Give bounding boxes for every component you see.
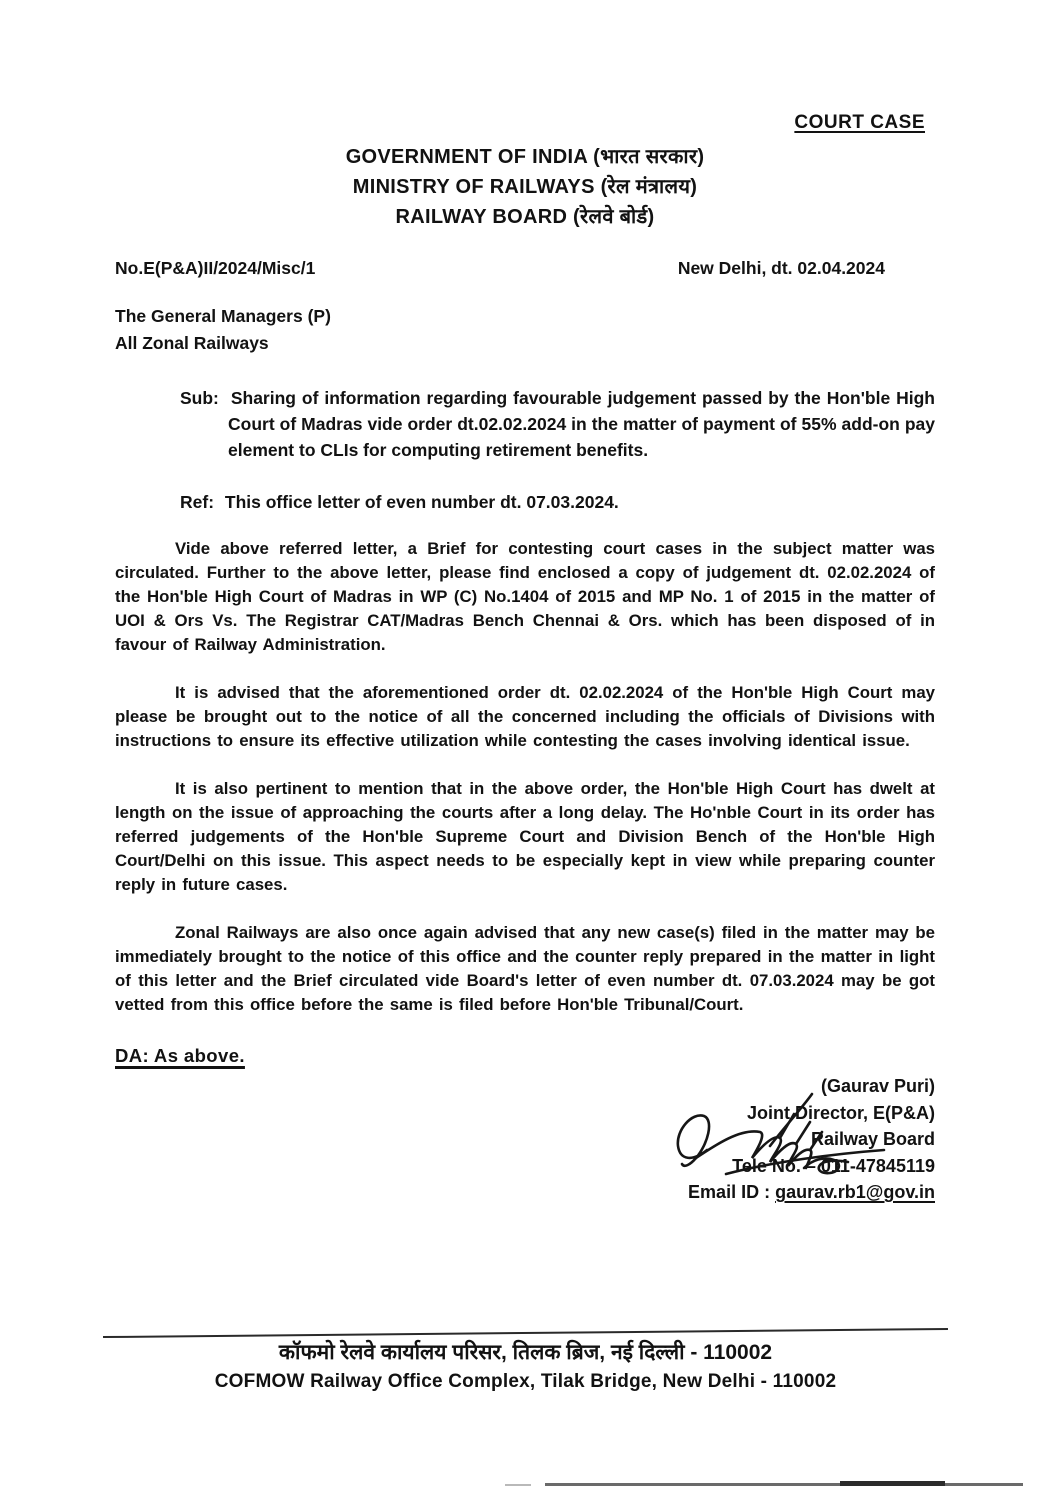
footer-divider — [103, 1328, 948, 1338]
body-paragraph-2: It is advised that the aforementioned order dt. 02.02.2024 of the Hon'ble High Court may please be brought out to the notice of all the concerned including the officials of Divisions with instructions to ensure its effective utilization while contesting the cases involving identical issue. — [115, 683, 935, 750]
reference-block — [180, 489, 935, 515]
signatory-telephone: Tele No. – 011-47845119 — [732, 1155, 935, 1176]
subject-label: Sub: — [180, 388, 219, 408]
body-paragraph-1: Vide above referred letter, a Brief for contesting court cases in the subject matter was circulated. Further to the above letter, please find enclosed a copy of judgement dt. 02.02.2024 of the Hon'ble High Court of Madras in WP (C) No.1404 of 2015 and MP No. 1 of 2015 in the matter of UOI & Ors Vs. The Registrar CAT/Madras Bench Chennai & Ors. which has been disposed of in favour of Railway Administration. — [115, 539, 935, 654]
reference-row — [115, 258, 935, 279]
reference-text: This office letter of even number dt. 07.03.2024. — [224, 492, 619, 512]
classification-text: COURT CASE — [794, 112, 925, 133]
subject-block — [180, 385, 935, 463]
signatory-block — [115, 1073, 935, 1206]
org-line-government: GOVERNMENT OF INDIA (भारत सरकार) — [345, 146, 705, 168]
letter-content — [115, 0, 935, 1206]
scan-artifact-speck — [505, 1484, 531, 1486]
enclosure-note — [115, 1045, 935, 1067]
signatory-email-line — [115, 1179, 935, 1206]
addressee-line-2: All Zonal Railways — [115, 333, 269, 353]
scan-artifact-smudge — [840, 1481, 945, 1486]
enclosure-text: DA: As above. — [115, 1045, 245, 1066]
classification-heading — [115, 112, 935, 134]
body-paragraph-4: Zonal Railways are also once again advised that any new case(s) filed in the matter may be immediately brought to the notice of this office and the counter reply prepared in the matter in light of this letter and the Brief circulated vide Board's letter of even number dt. 07.03.2024 may be got vetted from this office before the same is filed before Hon'ble Tribunal/Court. — [115, 923, 935, 1014]
signatory-email-address: gaurav.rb1@gov.in — [775, 1182, 935, 1202]
org-line-board: RAILWAY BOARD (रेलवे बोर्ड) — [395, 206, 655, 228]
file-number: No.E(P&A)II/2024/Misc/1 — [115, 258, 316, 278]
addressee-line-1: The General Managers (P) — [115, 306, 331, 326]
signatory-designation: Joint Director, E(P&A) — [746, 1102, 935, 1123]
signatory-name: (Gaurav Puri) — [820, 1076, 935, 1096]
addressee-block — [115, 303, 935, 357]
org-line-ministry: MINISTRY OF RAILWAYS (रेल मंत्रालय) — [352, 176, 698, 198]
body-paragraph-3: It is also pertinent to mention that in the above order, the Hon'ble High Court has dwelt at length on the issue of approaching the courts after a long delay. The Ho'nble Court in its order has referred judgements of the Hon'ble Supreme Court and Division Bench of the Hon'ble High Court/Delhi on this issue. This aspect needs to be especially kept in view while preparing counter reply in future cases. — [115, 779, 935, 894]
reference-label: Ref: — [180, 492, 215, 512]
org-header — [115, 142, 935, 232]
footer-address-hindi: कॉफमो रेलवे कार्यालय परिसर, तिलक ब्रिज, नई दिल्ली - 110002 — [278, 1341, 773, 1364]
subject-text: Sharing of information regarding favourable judgement passed by the Hon'ble High Court of Madras vide order dt.02.02.2024 in the matter of payment of 55% add-on pay element to CLIs for computing retirement benefits. — [228, 388, 935, 460]
scan-artifact-line — [545, 1483, 1023, 1486]
footer-address-english: COFMOW Railway Office Complex, Tilak Bridge, New Delhi - 110002 — [214, 1371, 837, 1392]
place-and-date: New Delhi, dt. 02.04.2024 — [677, 258, 885, 278]
signatory-organization: Railway Board — [810, 1129, 935, 1149]
signatory-email-label: Email ID : — [688, 1182, 776, 1202]
office-address-footer — [0, 1332, 1051, 1396]
